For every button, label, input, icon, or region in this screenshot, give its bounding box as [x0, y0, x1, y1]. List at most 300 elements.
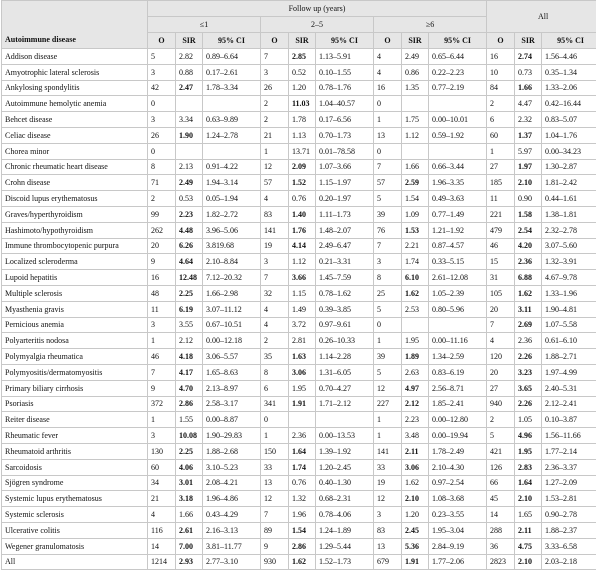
cell-ci: 0.42–16.44 [542, 96, 596, 112]
cell-ci: 1.88–2.37 [542, 522, 596, 538]
cell-sir: 13.71 [289, 143, 316, 159]
disease-name: Behcet disease [2, 112, 148, 128]
cell-o: 7 [261, 49, 289, 65]
subheader-o: O [148, 33, 176, 49]
table-row [2, 191, 596, 207]
cell-sir: 2.09 [289, 159, 316, 175]
cell-sir: 1.95 [402, 333, 429, 349]
cell-ci: 2.84–9.19 [429, 538, 487, 554]
cell-ci: 0.35–1.34 [542, 64, 596, 80]
cell-ci: 0.67–10.51 [203, 317, 261, 333]
cell-o: 10 [487, 64, 515, 80]
followup-sir-table [1, 0, 596, 570]
cell-o: 20 [487, 364, 515, 380]
cell-sir: 5.97 [515, 143, 542, 159]
subheader-ci: 95% CI [316, 33, 374, 49]
cell-o: 5 [148, 49, 176, 65]
cell-sir: 1.12 [402, 127, 429, 143]
cell-ci: 3.33–6.58 [542, 538, 596, 554]
cell-o: 141 [374, 443, 402, 459]
cell-sir: 3.06 [402, 459, 429, 475]
cell-sir: 1.64 [289, 443, 316, 459]
cell-o: 83 [261, 206, 289, 222]
cell-ci: 2.40–5.31 [542, 380, 596, 396]
cell-sir: 1.62 [289, 554, 316, 570]
cell-sir: 2.49 [176, 175, 203, 191]
cell-o: 1 [148, 412, 176, 428]
cell-o: 2 [148, 191, 176, 207]
cell-ci: 1.34–2.59 [429, 349, 487, 365]
cell-ci: 1.45–7.59 [316, 270, 374, 286]
table-row [2, 491, 596, 507]
cell-o: 83 [374, 522, 402, 538]
cell-sir: 4.64 [176, 254, 203, 270]
cell-o: 16 [148, 270, 176, 286]
cell-o: 3 [148, 112, 176, 128]
disease-name: Polymyositis/dermatomyositis [2, 364, 148, 380]
cell-o: 7 [261, 270, 289, 286]
cell-ci: 2.10–8.84 [203, 254, 261, 270]
subheader-sir: SIR [402, 33, 429, 49]
cell-sir: 0.76 [289, 191, 316, 207]
cell-o: 141 [261, 222, 289, 238]
cell-ci: 0.83–6.19 [429, 364, 487, 380]
cell-sir: 0.88 [176, 64, 203, 80]
cell-o: 11 [148, 301, 176, 317]
cell-sir: 2.83 [515, 459, 542, 475]
disease-name: Discoid lupus erythematosus [2, 191, 148, 207]
cell-sir: 2.63 [402, 364, 429, 380]
table-row [2, 112, 596, 128]
cell-o: 3 [261, 64, 289, 80]
cell-ci: 0.39–3.85 [316, 301, 374, 317]
table-row [2, 507, 596, 523]
cell-o: 2 [261, 333, 289, 349]
cell-o: 185 [487, 175, 515, 191]
cell-o: 150 [261, 443, 289, 459]
cell-o: 130 [148, 443, 176, 459]
cell-ci [429, 96, 487, 112]
cell-sir: 1.63 [289, 349, 316, 365]
cell-sir: 2.49 [402, 49, 429, 65]
cell-sir: 2.25 [176, 443, 203, 459]
cell-o: 7 [374, 238, 402, 254]
cell-ci [429, 317, 487, 333]
cell-sir: 2.12 [402, 396, 429, 412]
cell-o: 5 [374, 191, 402, 207]
cell-ci: 0.21–3.31 [316, 254, 374, 270]
table-row [2, 522, 596, 538]
cell-sir: 1.66 [176, 507, 203, 523]
disease-name: Hashimoto/hypothyroidism [2, 222, 148, 238]
cell-ci: 0.00–10.01 [429, 112, 487, 128]
cell-sir: 1.40 [289, 206, 316, 222]
cell-ci: 1.04–1.76 [542, 127, 596, 143]
table-row [2, 538, 596, 554]
cell-o: 2 [261, 96, 289, 112]
table-row [2, 238, 596, 254]
cell-o: 4 [148, 507, 176, 523]
cell-sir: 1.96 [289, 507, 316, 523]
cell-ci: 1.14–2.28 [316, 349, 374, 365]
cell-ci: 0.17–6.56 [316, 112, 374, 128]
cell-sir: 4.06 [176, 459, 203, 475]
cell-ci: 2.56–8.71 [429, 380, 487, 396]
cell-ci: 2.32–2.78 [542, 222, 596, 238]
cell-o: 227 [374, 396, 402, 412]
cell-sir [402, 317, 429, 333]
cell-ci: 1.27–2.09 [542, 475, 596, 491]
cell-ci: 1.56–11.66 [542, 428, 596, 444]
cell-o: 71 [148, 175, 176, 191]
disease-name: Pernicious anemia [2, 317, 148, 333]
cell-o: 26 [261, 80, 289, 96]
disease-name: Localized scleroderma [2, 254, 148, 270]
cell-o: 1 [261, 428, 289, 444]
cell-sir: 1.89 [402, 349, 429, 365]
table-row [2, 349, 596, 365]
cell-ci: 1.94–3.14 [203, 175, 261, 191]
cell-o: 8 [148, 159, 176, 175]
cell-o: 12 [261, 159, 289, 175]
cell-o: 45 [487, 491, 515, 507]
cell-ci: 1.88–2.71 [542, 349, 596, 365]
cell-ci: 0.10–3.87 [542, 412, 596, 428]
cell-sir: 1.09 [402, 206, 429, 222]
cell-sir: 6.19 [176, 301, 203, 317]
cell-o: 7 [487, 317, 515, 333]
disease-name: Rheumatoid arthritis [2, 443, 148, 459]
cell-sir: 1.90 [176, 127, 203, 143]
cell-o: 9 [261, 538, 289, 554]
cell-sir: 3.48 [402, 428, 429, 444]
cell-sir: 2.10 [402, 491, 429, 507]
cell-o: 15 [487, 254, 515, 270]
cell-sir: 1.20 [289, 80, 316, 96]
disease-name: Multiple sclerosis [2, 285, 148, 301]
cell-ci: 1.82–2.72 [203, 206, 261, 222]
cell-ci: 1.38–1.81 [542, 206, 596, 222]
cell-sir [402, 143, 429, 159]
cell-ci: 2.77–3.10 [203, 554, 261, 570]
cell-ci: 1.08–3.68 [429, 491, 487, 507]
cell-ci: 0.90–2.78 [542, 507, 596, 523]
cell-o: 5 [487, 428, 515, 444]
cell-o: 16 [487, 49, 515, 65]
cell-sir: 4.47 [515, 96, 542, 112]
cell-sir: 2.53 [402, 301, 429, 317]
table-row [2, 96, 596, 112]
group-header-le1: ≤1 [148, 17, 261, 33]
cell-sir: 1.49 [289, 301, 316, 317]
cell-ci: 0.00–12.80 [429, 412, 487, 428]
cell-sir [176, 96, 203, 112]
table-row [2, 412, 596, 428]
cell-o: 341 [261, 396, 289, 412]
table-row [2, 459, 596, 475]
cell-ci: 2.03–2.18 [542, 554, 596, 570]
cell-o: 60 [487, 127, 515, 143]
table-row [2, 270, 596, 286]
cell-ci: 1.39–1.92 [316, 443, 374, 459]
cell-ci [429, 143, 487, 159]
table-row [2, 301, 596, 317]
cell-o: 32 [261, 285, 289, 301]
cell-ci: 3.10–5.23 [203, 459, 261, 475]
cell-sir: 1.95 [515, 443, 542, 459]
cell-ci: 1.65–8.63 [203, 364, 261, 380]
cell-sir: 0.53 [176, 191, 203, 207]
disease-name: Lupoid hepatitis [2, 270, 148, 286]
cell-o: 39 [374, 349, 402, 365]
cell-sir: 2.36 [515, 254, 542, 270]
cell-sir: 1.54 [402, 191, 429, 207]
cell-ci: 1.97–4.99 [542, 364, 596, 380]
cell-o: 4 [261, 191, 289, 207]
cell-o: 1214 [148, 554, 176, 570]
cell-ci: 0.00–13.53 [316, 428, 374, 444]
cell-ci: 0.66–3.44 [429, 159, 487, 175]
cell-o: 84 [487, 80, 515, 96]
cell-sir: 1.91 [402, 554, 429, 570]
cell-o: 13 [374, 127, 402, 143]
cell-ci: 1.88–2.68 [203, 443, 261, 459]
cell-o: 27 [487, 380, 515, 396]
cell-sir: 3.01 [176, 475, 203, 491]
cell-o: 5 [374, 301, 402, 317]
cell-o: 4 [261, 301, 289, 317]
table-row [2, 143, 596, 159]
cell-ci: 1.24–2.78 [203, 127, 261, 143]
cell-sir: 2.69 [515, 317, 542, 333]
subheader-ci: 95% CI [203, 33, 261, 49]
cell-o: 4 [374, 49, 402, 65]
cell-sir: 1.74 [289, 459, 316, 475]
cell-o: 5 [374, 364, 402, 380]
disease-column-header: Autoimmune disease [2, 1, 148, 49]
cell-o: 25 [374, 285, 402, 301]
cell-ci: 0.00–34.23 [542, 143, 596, 159]
cell-sir: 6.10 [402, 270, 429, 286]
cell-sir: 3.11 [515, 301, 542, 317]
cell-sir: 1.78 [289, 112, 316, 128]
table-row [2, 64, 596, 80]
cell-o: 36 [487, 538, 515, 554]
cell-o: 20 [148, 238, 176, 254]
cell-ci: 0.87–4.57 [429, 238, 487, 254]
cell-o: 6 [261, 380, 289, 396]
cell-ci: 3.07–11.12 [203, 301, 261, 317]
disease-name: Chorea minor [2, 143, 148, 159]
cell-ci [203, 96, 261, 112]
cell-o: 0 [261, 412, 289, 428]
cell-ci: 0.89–6.64 [203, 49, 261, 65]
cell-sir: 7.00 [176, 538, 203, 554]
disease-name: Rheumatic fever [2, 428, 148, 444]
cell-ci: 1.81–2.42 [542, 175, 596, 191]
cell-o: 3 [148, 317, 176, 333]
cell-sir: 1.65 [515, 507, 542, 523]
cell-o: 221 [487, 206, 515, 222]
cell-sir: 2.12 [176, 333, 203, 349]
cell-ci: 0.01–78.58 [316, 143, 374, 159]
cell-ci [203, 143, 261, 159]
cell-sir: 2.11 [402, 443, 429, 459]
subheader-o: O [374, 33, 402, 49]
cell-sir: 1.66 [402, 159, 429, 175]
cell-sir: 1.62 [402, 475, 429, 491]
cell-sir: 2.21 [402, 238, 429, 254]
cell-ci: 1.96–4.86 [203, 491, 261, 507]
cell-o: 1 [374, 112, 402, 128]
cell-o: 46 [487, 238, 515, 254]
cell-sir: 1.95 [289, 380, 316, 396]
cell-o: 19 [374, 475, 402, 491]
table-row [2, 396, 596, 412]
cell-ci: 1.56–4.46 [542, 49, 596, 65]
disease-name: Primary biliary cirrhosis [2, 380, 148, 396]
cell-sir: 1.76 [289, 222, 316, 238]
cell-sir: 3.06 [289, 364, 316, 380]
cell-sir: 1.15 [289, 285, 316, 301]
group-header-all: All [487, 1, 596, 33]
cell-ci [316, 412, 374, 428]
cell-sir: 2.36 [289, 428, 316, 444]
cell-ci: 0.68–2.31 [316, 491, 374, 507]
cell-o: 0 [148, 96, 176, 112]
subheader-sir: SIR [176, 33, 203, 49]
cell-sir: 0.52 [289, 64, 316, 80]
cell-ci: 2.49–6.47 [316, 238, 374, 254]
cell-sir: 3.55 [176, 317, 203, 333]
disease-name: Ankylosing spondylitis [2, 80, 148, 96]
cell-sir: 10.08 [176, 428, 203, 444]
cell-ci: 3.07–5.60 [542, 238, 596, 254]
disease-name: Crohn disease [2, 175, 148, 191]
cell-o: 930 [261, 554, 289, 570]
table-row [2, 49, 596, 65]
cell-sir: 4.17 [176, 364, 203, 380]
cell-o: 8 [261, 364, 289, 380]
disease-name: Polyarteritis nodosa [2, 333, 148, 349]
cell-o: 34 [148, 475, 176, 491]
cell-sir: 4.70 [176, 380, 203, 396]
table-row [2, 554, 596, 570]
disease-name: Sarcoidosis [2, 459, 148, 475]
cell-sir: 2.25 [176, 285, 203, 301]
cell-o: 14 [148, 538, 176, 554]
cell-ci: 0.05–1.94 [203, 191, 261, 207]
cell-sir: 2.47 [176, 80, 203, 96]
table-row [2, 333, 596, 349]
table-row [2, 159, 596, 175]
disease-name: Reiter disease [2, 412, 148, 428]
cell-o: 21 [148, 491, 176, 507]
cell-ci: 1.24–1.89 [316, 522, 374, 538]
cell-ci: 1.07–3.66 [316, 159, 374, 175]
cell-o: 60 [148, 459, 176, 475]
cell-sir: 2.13 [176, 159, 203, 175]
cell-ci: 1.96–3.35 [429, 175, 487, 191]
cell-o: 4 [261, 317, 289, 333]
cell-o: 2 [261, 112, 289, 128]
disease-name: Autoimmune hemolytic anemia [2, 96, 148, 112]
cell-sir: 3.66 [289, 270, 316, 286]
cell-o: 8 [374, 270, 402, 286]
cell-sir: 3.23 [515, 364, 542, 380]
cell-sir: 1.35 [402, 80, 429, 96]
cell-sir: 0.86 [402, 64, 429, 80]
cell-ci: 1.90–4.81 [542, 301, 596, 317]
table-row [2, 285, 596, 301]
cell-o: 120 [487, 349, 515, 365]
cell-ci: 0.00–11.16 [429, 333, 487, 349]
cell-sir: 1.74 [402, 254, 429, 270]
cell-sir: 3.65 [515, 380, 542, 396]
cell-sir: 2.82 [176, 49, 203, 65]
group-header-2-5: 2–5 [261, 17, 374, 33]
disease-name: Systemic sclerosis [2, 507, 148, 523]
cell-sir: 2.11 [515, 522, 542, 538]
cell-sir: 1.53 [402, 222, 429, 238]
subheader-sir: SIR [515, 33, 542, 49]
cell-sir: 1.20 [402, 507, 429, 523]
table-row [2, 80, 596, 96]
table-row [2, 364, 596, 380]
cell-o: 16 [374, 80, 402, 96]
disease-name: Addison disease [2, 49, 148, 65]
cell-o: 39 [374, 206, 402, 222]
cell-sir: 1.52 [289, 175, 316, 191]
cell-o: 26 [148, 127, 176, 143]
cell-sir: 6.26 [176, 238, 203, 254]
cell-sir: 4.48 [176, 222, 203, 238]
disease-name: Sjögren syndrome [2, 475, 148, 491]
cell-ci: 1.33–2.06 [542, 80, 596, 96]
disease-name: Amyotrophic lateral sclerosis [2, 64, 148, 80]
subheader-o: O [487, 33, 515, 49]
cell-sir: 3.18 [176, 491, 203, 507]
cell-o: 3 [261, 254, 289, 270]
cell-ci: 0.00–19.94 [429, 428, 487, 444]
cell-o: 940 [487, 396, 515, 412]
cell-o: 3 [148, 428, 176, 444]
disease-name: Systemic lupus erythematosus [2, 491, 148, 507]
cell-o: 0 [148, 143, 176, 159]
cell-ci: 0.77–1.49 [429, 206, 487, 222]
cell-o: 4 [487, 333, 515, 349]
cell-ci: 1.85–2.41 [429, 396, 487, 412]
cell-ci: 1.48–2.07 [316, 222, 374, 238]
cell-sir: 2.10 [515, 175, 542, 191]
cell-o: 42 [148, 80, 176, 96]
cell-sir: 0.76 [289, 475, 316, 491]
cell-ci: 1.30–2.87 [542, 159, 596, 175]
table-row [2, 222, 596, 238]
cell-sir: 1.58 [515, 206, 542, 222]
table-row [2, 428, 596, 444]
cell-o: 7 [148, 364, 176, 380]
cell-ci: 0.17–2.61 [203, 64, 261, 80]
cell-ci: 2.08–4.21 [203, 475, 261, 491]
cell-ci: 1.32–3.91 [542, 254, 596, 270]
cell-ci: 2.36–3.37 [542, 459, 596, 475]
cell-ci: 0.40–1.30 [316, 475, 374, 491]
cell-sir: 4.14 [289, 238, 316, 254]
cell-sir: 1.91 [289, 396, 316, 412]
cell-ci: 0.97–9.61 [316, 317, 374, 333]
cell-ci: 1.77–2.14 [542, 443, 596, 459]
